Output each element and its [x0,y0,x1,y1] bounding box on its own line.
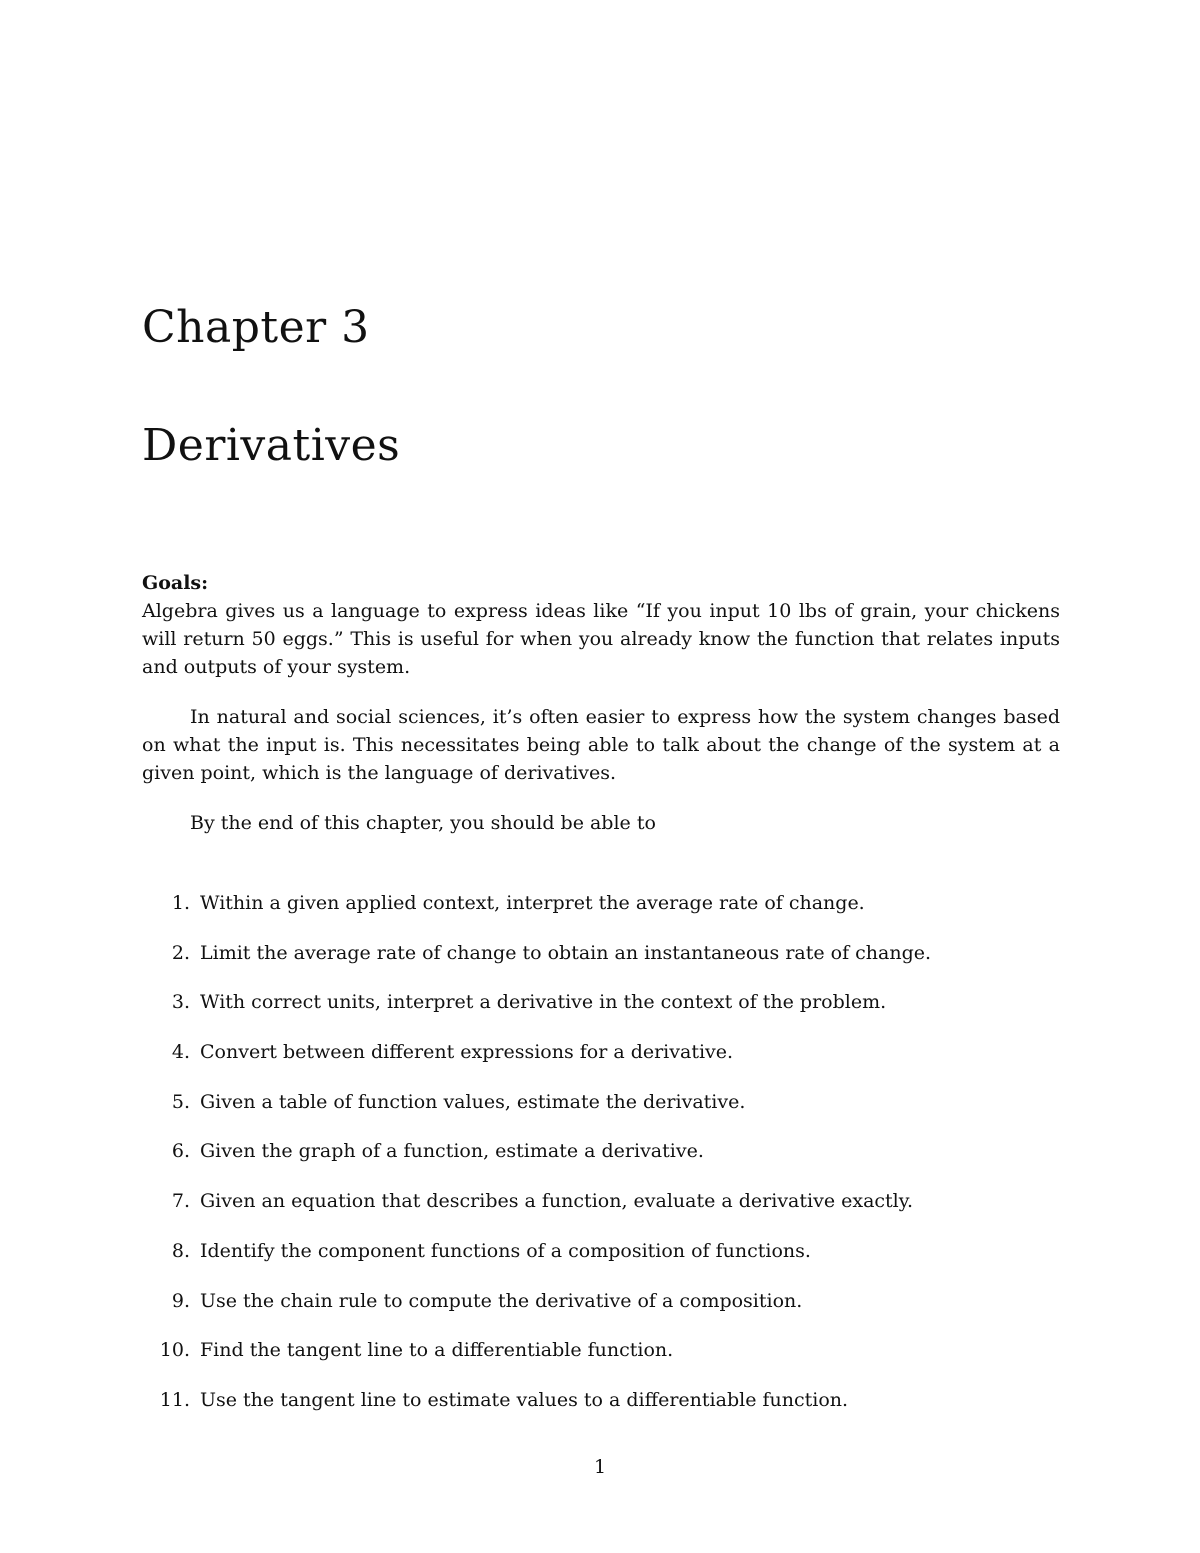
list-item-number: 7. [171,1190,190,1213]
goals-paragraph-3: By the end of this chapter, you should be able to [190,812,656,834]
list-item [142,1187,1060,1215]
list-item [142,988,1060,1016]
goals-paragraph-1: Algebra gives us a language to express ideas like “If you input 10 lbs of grain, your chickens will return 50 eggs.” This is useful for when you already know the function that relates inputs and outputs of your system. [142,600,1060,678]
list-item-text: Find the tangent line to a differentiable function. [200,1339,674,1362]
list-item-text: Given a table of function values, estimate the derivative. [200,1090,746,1113]
list-item-number: 6. [171,1140,190,1163]
list-item [142,1088,1060,1116]
list-item-text: Limit the average rate of change to obtain an instantaneous rate of change. [200,941,932,964]
page-number: 1 [593,1456,607,1478]
list-item-number: 8. [171,1239,190,1262]
list-item-text: Use the chain rule to compute the derivative of a composition. [200,1289,803,1312]
list-item [142,1237,1060,1265]
goals-heading: Goals: [142,572,209,594]
list-item-text: Given the graph of a function, estimate a derivative. [200,1140,704,1163]
list-item-number: 1. [171,892,190,914]
list-item-number: 5. [171,1090,190,1113]
list-item [142,939,1060,967]
list-item-number: 11. [159,1388,190,1411]
chapter-label: Chapter 3 [142,302,370,353]
list-item-number: 4. [171,1041,190,1064]
list-item [142,889,1060,917]
list-item [142,1137,1060,1165]
list-item-text: Given an equation that describes a function, evaluate a derivative exactly. [200,1190,914,1213]
list-item-text: Convert between different expressions for a derivative. [200,1041,734,1064]
list-item-number: 2. [171,941,190,964]
list-item-number: 3. [171,991,190,1014]
list-item-number: 10. [159,1339,190,1362]
list-item-number: 9. [171,1289,190,1312]
list-item-text: Within a given applied context, interpret the average rate of change. [200,892,865,914]
list-item-text: Identify the component functions of a composition of functions. [200,1239,811,1262]
list-item-text: With correct units, interpret a derivative in the context of the problem. [200,991,887,1014]
goals-paragraph-2: In natural and social sciences, it’s often easier to express how the system changes based on what the input is. This necessitates being able to talk about the change of the system at a given point, which is the language of derivatives. [142,706,1060,784]
list-item [142,1386,1060,1414]
chapter-title: Derivatives [142,420,401,471]
goals-section [142,569,1060,837]
list-item [142,1038,1060,1066]
goals-list [142,889,1060,1436]
list-item [142,1287,1060,1315]
list-item [142,1336,1060,1364]
list-item-text: Use the tangent line to estimate values to a differentiable function. [200,1388,849,1411]
